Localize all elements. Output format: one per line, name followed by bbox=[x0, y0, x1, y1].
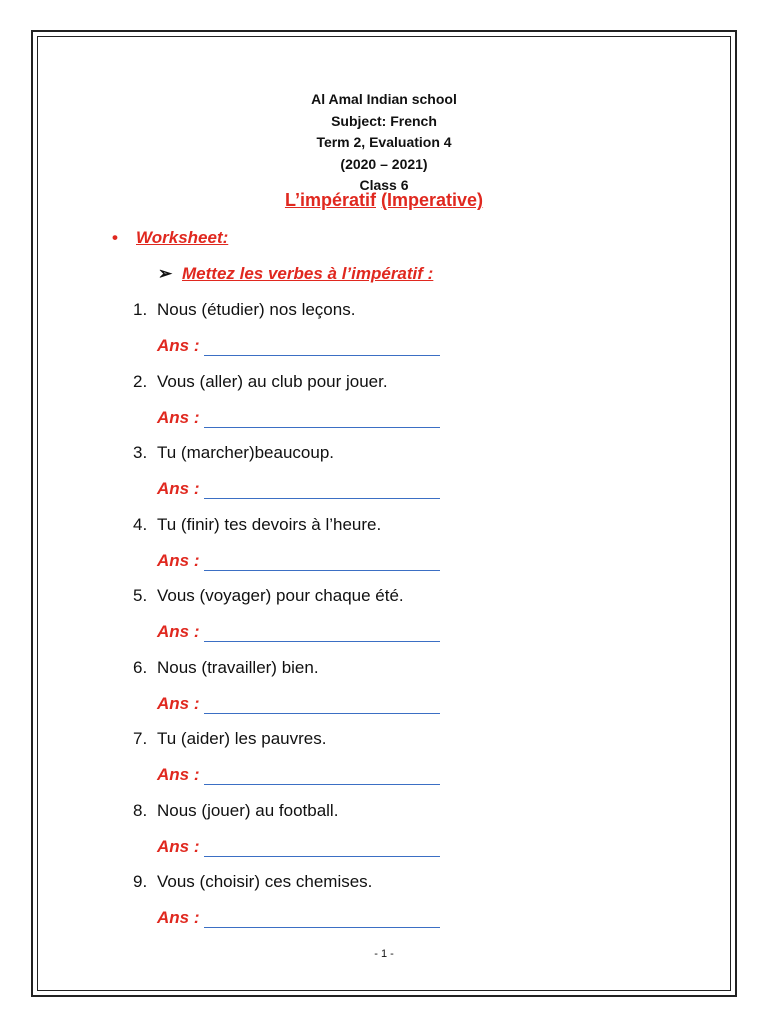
answer-line[interactable] bbox=[204, 427, 440, 428]
answer-label: Ans : bbox=[157, 336, 200, 355]
page-number: - 1 - bbox=[374, 948, 394, 960]
question-text: Vous (voyager) pour chaque été. bbox=[157, 586, 404, 605]
question-text: Vous (choisir) ces chemises. bbox=[157, 872, 373, 891]
answer-line[interactable] bbox=[204, 713, 440, 714]
question-number: 3. bbox=[133, 443, 148, 462]
answer-line[interactable] bbox=[204, 856, 440, 857]
question-text: Nous (jouer) au football. bbox=[157, 800, 339, 820]
title-english: (Imperative) bbox=[381, 190, 484, 210]
question-number: 4. bbox=[133, 514, 148, 534]
subject-line: Subject: French bbox=[331, 112, 437, 129]
page-title bbox=[0, 190, 768, 211]
answer-label: Ans : bbox=[157, 765, 200, 784]
school-name: Al Amal Indian school bbox=[311, 91, 457, 107]
question-item bbox=[0, 801, 768, 873]
question-item bbox=[0, 300, 768, 372]
answer-line[interactable] bbox=[204, 784, 440, 785]
question-item bbox=[0, 586, 768, 658]
answer-line[interactable] bbox=[204, 355, 440, 356]
question-item bbox=[0, 729, 768, 801]
class-line: Class 6 bbox=[359, 177, 409, 193]
question-item bbox=[0, 515, 768, 587]
title-french: L’impératif bbox=[284, 190, 376, 210]
question-text: Tu (finir) tes devoirs à l’heure. bbox=[157, 514, 382, 534]
question-text: Tu (marcher)beaucoup. bbox=[157, 443, 335, 462]
answer-label: Ans : bbox=[157, 479, 200, 498]
worksheet-label: Worksheet: bbox=[136, 228, 229, 247]
bullet-icon: • bbox=[112, 228, 118, 247]
answer-label: Ans : bbox=[157, 407, 200, 427]
answer-label: Ans : bbox=[157, 622, 200, 641]
document-header bbox=[0, 89, 768, 197]
question-text: Nous (travailler) bien. bbox=[157, 657, 319, 677]
answer-label: Ans : bbox=[157, 550, 200, 570]
worksheet-heading bbox=[112, 228, 228, 248]
term-line: Term 2, Evaluation 4 bbox=[316, 134, 452, 150]
question-item bbox=[0, 658, 768, 730]
answer-label: Ans : bbox=[157, 836, 200, 856]
question-item bbox=[0, 443, 768, 515]
question-number: 2. bbox=[133, 371, 148, 391]
question-number: 9. bbox=[133, 872, 148, 891]
question-text: Nous (étudier) nos leçons. bbox=[157, 300, 356, 319]
answer-label: Ans : bbox=[157, 908, 200, 927]
question-text: Vous (aller) au club pour jouer. bbox=[157, 371, 388, 391]
question-number: 6. bbox=[133, 657, 148, 677]
arrow-bullet-icon: ➢ bbox=[158, 264, 173, 283]
year-line: (2020 – 2021) bbox=[340, 155, 428, 172]
question-item bbox=[0, 372, 768, 444]
instruction-heading bbox=[158, 264, 433, 284]
instruction-label: Mettez les verbes à l’impératif : bbox=[182, 264, 434, 283]
question-number: 1. bbox=[133, 300, 148, 319]
answer-line[interactable] bbox=[204, 570, 440, 571]
question-item bbox=[0, 872, 768, 944]
question-number: 8. bbox=[133, 800, 148, 820]
answer-line[interactable] bbox=[204, 498, 440, 499]
question-text: Tu (aider) les pauvres. bbox=[157, 729, 327, 748]
answer-line[interactable] bbox=[204, 927, 440, 928]
answer-line[interactable] bbox=[204, 641, 440, 642]
answer-label: Ans : bbox=[157, 693, 200, 713]
question-list bbox=[0, 300, 768, 944]
question-number: 7. bbox=[133, 729, 148, 748]
question-number: 5. bbox=[133, 586, 148, 605]
